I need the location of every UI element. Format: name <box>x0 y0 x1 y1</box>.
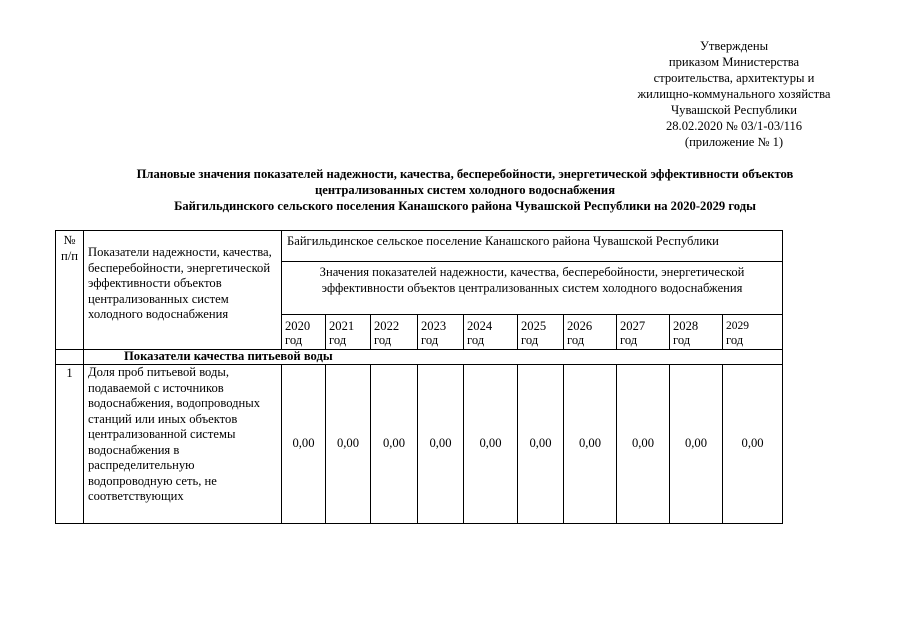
year-label: 2029 <box>726 320 749 332</box>
year-header-2025 <box>518 315 564 350</box>
year-unit: год <box>285 333 303 347</box>
approval-line: строительства, архитектуры и <box>653 71 815 85</box>
year-header-2023 <box>418 315 464 350</box>
year-header-2029 <box>723 315 783 350</box>
value-cell-2029: 0,00 <box>723 365 783 524</box>
value-cell-2026: 0,00 <box>564 365 617 524</box>
year-label: 2024 <box>467 319 493 333</box>
year-header-2021 <box>326 315 371 350</box>
values-header-line: Значения показателей надежности, качества, бесперебойности, энергетической <box>319 265 745 279</box>
value-cell-2028: 0,00 <box>670 365 723 524</box>
approval-appendix: (приложение № 1) <box>684 135 784 149</box>
document-title <box>60 166 870 214</box>
number-abbrev: п/п <box>61 248 78 263</box>
indicators-table <box>55 230 783 524</box>
indicator-column-header: Показатели надежности, качества, бесперебойности, энергетической эффективности объектов централизованных систем холодного водоснабжения <box>84 231 282 350</box>
value-cell-2024: 0,00 <box>464 365 518 524</box>
year-unit: год <box>567 333 585 347</box>
title-line: Плановые значения показателей надежности, качества, бесперебойности, энергетической эффективности объектов <box>136 167 794 181</box>
year-header-2027 <box>617 315 670 350</box>
year-header-2024 <box>464 315 518 350</box>
value-cell-2025: 0,00 <box>518 365 564 524</box>
year-header-2022 <box>371 315 418 350</box>
approval-line: Чувашской Республики <box>671 103 797 117</box>
year-header-2028 <box>670 315 723 350</box>
value-cell-2020: 0,00 <box>282 365 326 524</box>
section-row <box>56 350 783 365</box>
section-number-cell <box>56 350 84 365</box>
year-label: 2021 <box>329 319 355 333</box>
year-label: 2026 <box>567 319 593 333</box>
settlement-header: Байгильдинское сельское поселение Канашского района Чувашской Республики <box>282 231 783 262</box>
section-title: Показатели качества питьевой воды <box>84 350 783 365</box>
approval-date-number: 28.02.2020 № 03/1-03/116 <box>665 119 803 133</box>
title-line: централизованных систем холодного водоснабжения <box>314 183 616 197</box>
approval-line: жилищно-коммунального хозяйства <box>637 87 831 101</box>
year-unit: год <box>467 333 485 347</box>
year-label: 2020 <box>285 319 311 333</box>
year-label: 2027 <box>620 319 646 333</box>
year-label: 2028 <box>673 319 699 333</box>
row-description: Доля проб питьевой воды, подаваемой с источников водоснабжения, водопроводных станций или иных объектов централизованной системы водоснабжения в распределительную водопроводную сеть, не соответствующих <box>84 365 282 524</box>
year-header-2026 <box>564 315 617 350</box>
number-column-header <box>56 231 84 350</box>
year-unit: год <box>329 333 347 347</box>
approval-block <box>600 38 868 150</box>
year-header-2020 <box>282 315 326 350</box>
approval-line: Утверждены <box>699 39 769 53</box>
year-unit: год <box>521 333 539 347</box>
year-unit: год <box>374 333 392 347</box>
value-cell-2023: 0,00 <box>418 365 464 524</box>
title-line: Байгильдинского сельского поселения Канашского района Чувашской Республики на 2020-2029 годы <box>174 199 756 213</box>
value-cell-2021: 0,00 <box>326 365 371 524</box>
year-unit: год <box>673 333 691 347</box>
year-unit: год <box>726 333 744 347</box>
year-label: 2023 <box>421 319 447 333</box>
year-label: 2025 <box>521 319 547 333</box>
year-label: 2022 <box>374 319 400 333</box>
table-row <box>56 365 783 524</box>
approval-line: приказом Министерства <box>668 55 800 69</box>
year-unit: год <box>421 333 439 347</box>
values-header <box>282 262 783 315</box>
year-unit: год <box>620 333 638 347</box>
values-header-line: эффективности объектов централизованных систем холодного водоснабжения <box>321 280 743 295</box>
row-number: 1 <box>56 365 84 524</box>
value-cell-2022: 0,00 <box>371 365 418 524</box>
number-symbol: № <box>63 233 76 247</box>
value-cell-2027: 0,00 <box>617 365 670 524</box>
